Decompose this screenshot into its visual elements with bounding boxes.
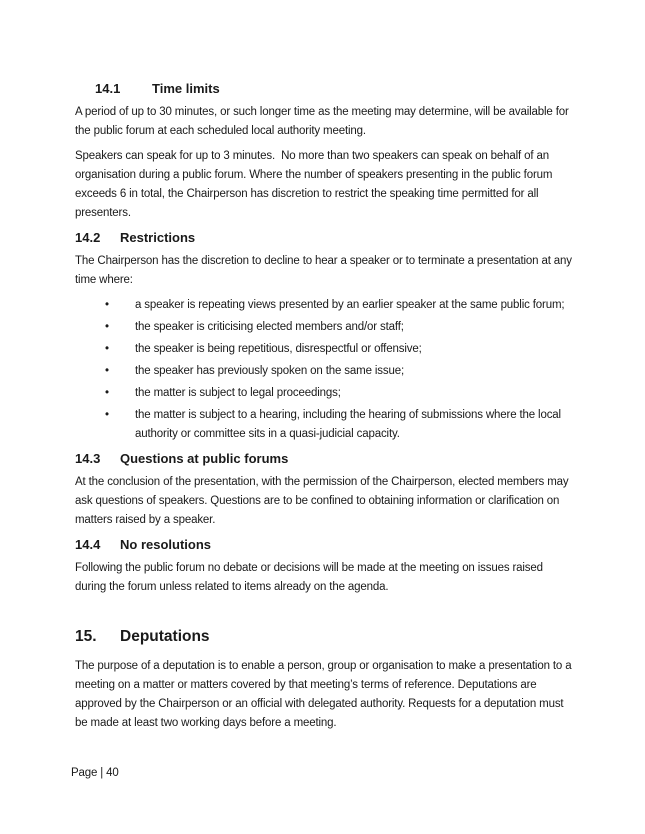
section-heading-14-1 [95, 80, 575, 97]
section-heading-14-2 [75, 229, 575, 246]
chapter-title: Deputations [120, 628, 210, 645]
section-number: 14.4 [75, 537, 101, 552]
paragraph: The Chairperson has the discretion to decline to hear a speaker or to terminate a presentation at any time where: [75, 255, 575, 286]
section-number: 14.3 [75, 451, 101, 466]
section-title: Time limits [152, 81, 220, 96]
section-number: 14.2 [75, 230, 101, 245]
paragraph: The purpose of a deputation is to enable a person, group or organisation to make a presentation to a meeting on a matter or matters covered by that meeting’s terms of reference. Deputations are approved by the Chairperson or an official with delegated authority. Requests for a deputation must be made at least two working days before a meeting. [75, 660, 575, 729]
paragraph: At the conclusion of the presentation, with the permission of the Chairperson, elected members may ask questions of speakers. Questions are to be confined to obtaining information or clarification on matters raised by a speaker. [75, 476, 572, 526]
section-title: No resolutions [120, 537, 212, 552]
bullet-item: • the speaker is criticising elected members and/or staff; [75, 318, 575, 337]
bullet-item: • the speaker has previously spoken on the same issue; [75, 362, 575, 381]
paragraph: A period of up to 30 minutes, or such longer time as the meeting may determine, will be available for the public forum at each scheduled local authority meeting. [75, 106, 572, 137]
section-questions-at-public-forums [75, 450, 575, 530]
paragraph: Speakers can speak for up to 3 minutes. No more than two speakers can speak on behalf of an organisation during a public forum. Where the number of speakers presenting in the public forum exceeds 6 in total, the Chairperson has discretion to restrict the speaking time permitted for all presenters. [75, 150, 556, 219]
page-footer: Page | 40 [71, 767, 119, 779]
section-title: Restrictions [120, 230, 196, 245]
bullet-item: • the matter is subject to a hearing, including the hearing of submissions where the local authority or committee sits in a quasi-judicial capacity. [75, 406, 575, 444]
section-heading-14-4 [75, 536, 575, 553]
section-time-limits [75, 80, 575, 223]
section-deputations [75, 627, 575, 733]
bullet-list [75, 296, 575, 444]
bullet-item: • the matter is subject to legal proceedings; [75, 384, 575, 403]
section-no-resolutions [75, 536, 575, 597]
bullet-item: • the speaker is being repetitious, disrespectful or offensive; [75, 340, 575, 359]
section-restrictions [75, 229, 575, 444]
chapter-number: 15. [75, 628, 97, 645]
chapter-heading-15 [75, 627, 575, 647]
section-title: Questions at public forums [120, 451, 289, 466]
bullet-item: • a speaker is repeating views presented by an earlier speaker at the same public forum; [75, 296, 575, 315]
section-heading-14-3 [75, 450, 575, 467]
paragraph: Following the public forum no debate or decisions will be made at the meeting on issues raised during the forum unless related to items already on the agenda. [75, 562, 546, 593]
section-number: 14.1 [95, 81, 121, 96]
